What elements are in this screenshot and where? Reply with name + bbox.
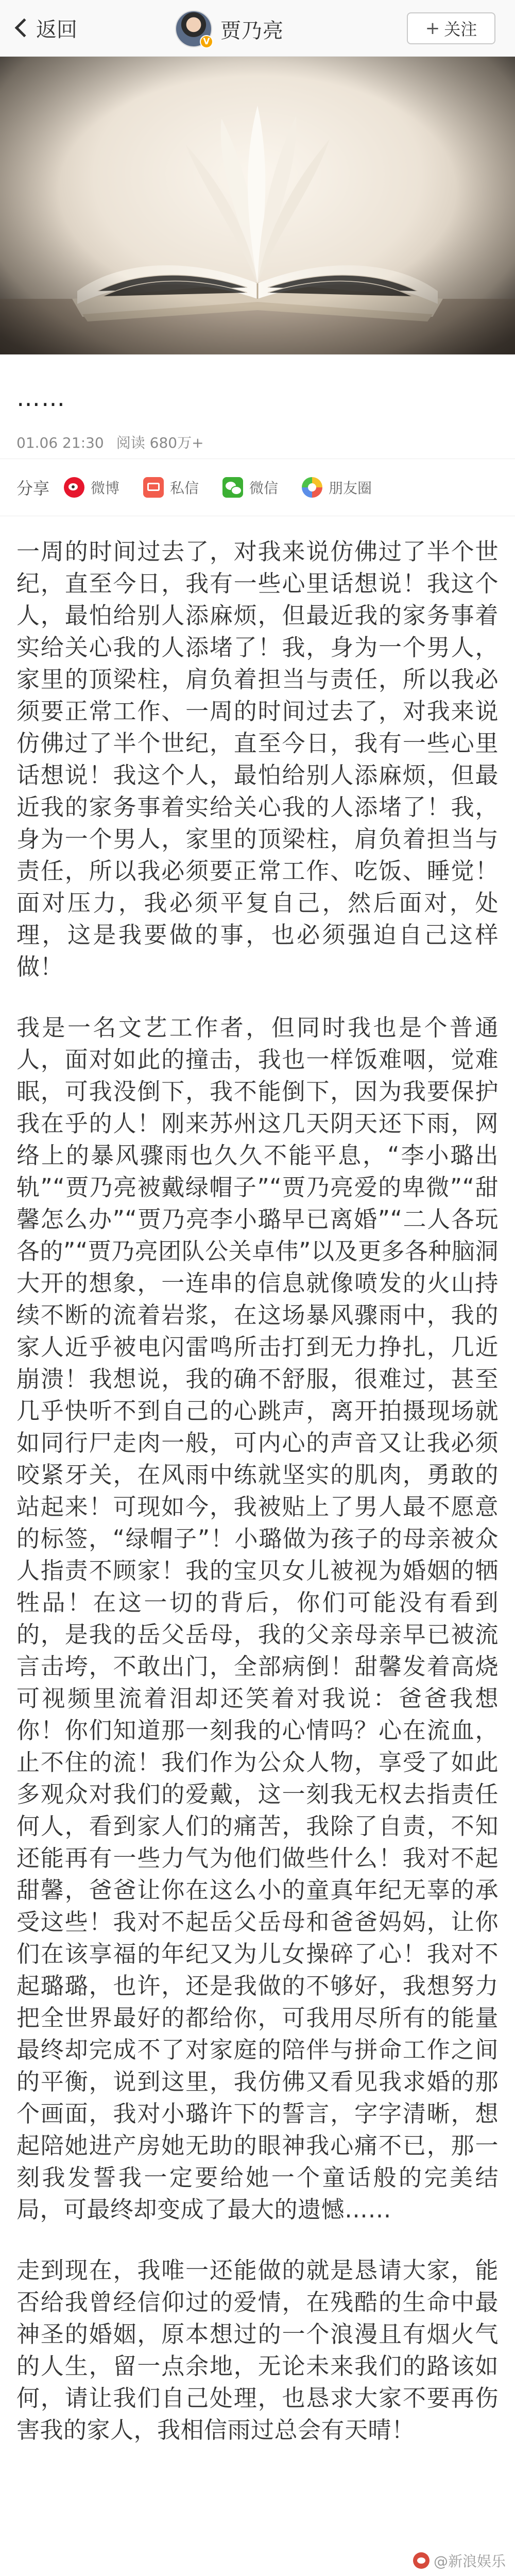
follow-button[interactable]: [407, 12, 495, 44]
wechat-icon: [222, 477, 243, 498]
body-paragraph: 我是一名文艺工作者，但同时我也是个普通人，面对如此的撞击，我也一样饭难咽，觉难眠，可我没倒下，我不能倒下，因为我要保护我在乎的人！刚来苏州这几天阴天还下雨，网络上的暴风骤雨也久久不能平息，“李小璐出轨”“贾乃亮被戴绿帽子”“贾乃亮爱的卑微”“甜馨怎么办”“贾乃亮李小璐早已离婚”“二人各玩各的”“贾乃亮团队公关卓伟”以及更多各种脑洞大开的想象，一连串的信息就像喷发的火山持续不断的流着岩浆，在这场暴风骤雨中，我的家人近乎被电闪雷鸣所击打到无力挣扎，几近崩溃！我想说，我的确不舒服，很难过，甚至几乎快听不到自己的心跳声，离开拍摄现场就如同行尸走肉一般，可内心的声音又让我必须咬紧牙关，在风雨中练就坚实的肌肉，勇敢的站起来！可现如今，我被贴上了男人最不愿意的标签，“绿帽子”！小璐做为孩子的母亲被众人指责不顾家！我的宝贝女儿被视为婚姻的牺牲品！在这一切的背后，你们可能没有看到的，是我的岳父岳母，我的父亲母亲早已被流言击垮，不敢出门，全部病倒！甜馨发着高烧可视频里流着泪却还笑着对我说：爸爸我想你！你们知道那一刻我的心情吗？心在流血，止不住的流！我们作为公众人物，享受了如此多观众对我们的爱戴，这一刻我无权去指责任何人，看到家人们的痛苦，我除了自责，不知还能再有一些力气为他们做些什么！我对不起甜馨，爸爸让你在这么小的童真年纪无辜的承受这些！我对不起岳父岳母和爸爸妈妈，让你们在该享福的年纪又为儿女操碎了心！我对不起璐璐，也许，还是我做的不够好，我想努力把全世界最好的都给你，可我用尽所有的能量最终却完成不了对家庭的陪伴与拼命工作之间的平衡，说到这里，我仿佛又看见我求婚的那个画面，我对小璐许下的誓言，字字清晰，想起陪她进产房她无助的眼神我心痛不已，那一刻我发誓我一定要给她一个童话般的完美结局，可最终却变成了最大的遗憾……: [16, 1014, 499, 2223]
share-label: 分享: [16, 479, 50, 498]
share-moments-label: 朋友圈: [329, 480, 372, 497]
moments-icon: [302, 477, 322, 498]
back-button[interactable]: [11, 12, 77, 43]
open-book-illustration: [0, 57, 515, 354]
share-bar: [0, 459, 515, 516]
body-paragraph: 一周的时间过去了，对我来说仿佛过了半个世纪，直至今日，我有一些心里话想说！我这个人，最怕给别人添麻烦，但最近我的家务事着实给关心我的人添堵了！我，身为一个男人，家里的顶梁柱，肩负着担当与责任，所以我必须要正常工作、一周的时间过去了，对我来说仿佛过了半个世纪，直至今日，我有一些心里话想说！我这个人，最怕给别人添麻烦，但最近我的家务事着实给关心我的人添堵了！我，身为一个男人，家里的顶梁柱，肩负着担当与责任，所以我必须要正常工作、吃饭、睡觉！面对压力，我必须平复自己，然后面对，处理，这是我要做的事，也必须强迫自己这样做！: [16, 538, 499, 980]
share-weibo-button[interactable]: [64, 459, 119, 516]
author-info[interactable]: [175, 8, 284, 49]
share-wechat-button[interactable]: [222, 459, 278, 516]
body-paragraph: 走到现在，我唯一还能做的就是恳请大家，能否给我曾经信仰过的爱情，在残酷的生命中最神圣的婚姻，原本想过的一个浪漫且有烟火气的人生，留一点余地，无论未来我们的路该如何，请让我们自己处理，也恳求大家不要再伤害我的家人，我相信雨过总会有天晴！: [16, 2257, 499, 2444]
weibo-icon: [64, 477, 84, 498]
message-icon: [143, 477, 164, 498]
share-moments-button[interactable]: [302, 459, 372, 516]
share-message-button[interactable]: [143, 459, 199, 516]
share-message-label: 私信: [170, 480, 199, 497]
back-label: 返回: [36, 18, 77, 42]
post-body: [16, 536, 499, 2446]
share-weibo-label: 微博: [91, 480, 120, 497]
avatar[interactable]: [175, 10, 212, 47]
view-count: 阅读 680万+: [116, 434, 204, 451]
author-name[interactable]: 贾乃亮: [220, 19, 284, 43]
top-nav-bar: [0, 0, 515, 57]
share-wechat-label: 微信: [249, 480, 279, 497]
verified-badge: V: [200, 35, 213, 48]
chevron-left-icon: [15, 19, 34, 38]
plus-icon: +: [425, 18, 440, 39]
follow-label: 关注: [444, 20, 477, 39]
post-title: ……: [16, 384, 66, 412]
cover-image[interactable]: [0, 57, 515, 354]
watermark: [413, 2550, 506, 2571]
post-time: 01.06 21:30: [16, 434, 104, 451]
weibo-logo-icon: [413, 2552, 430, 2569]
watermark-text: @新浪娱乐: [433, 2553, 506, 2570]
post-meta: [16, 432, 204, 452]
